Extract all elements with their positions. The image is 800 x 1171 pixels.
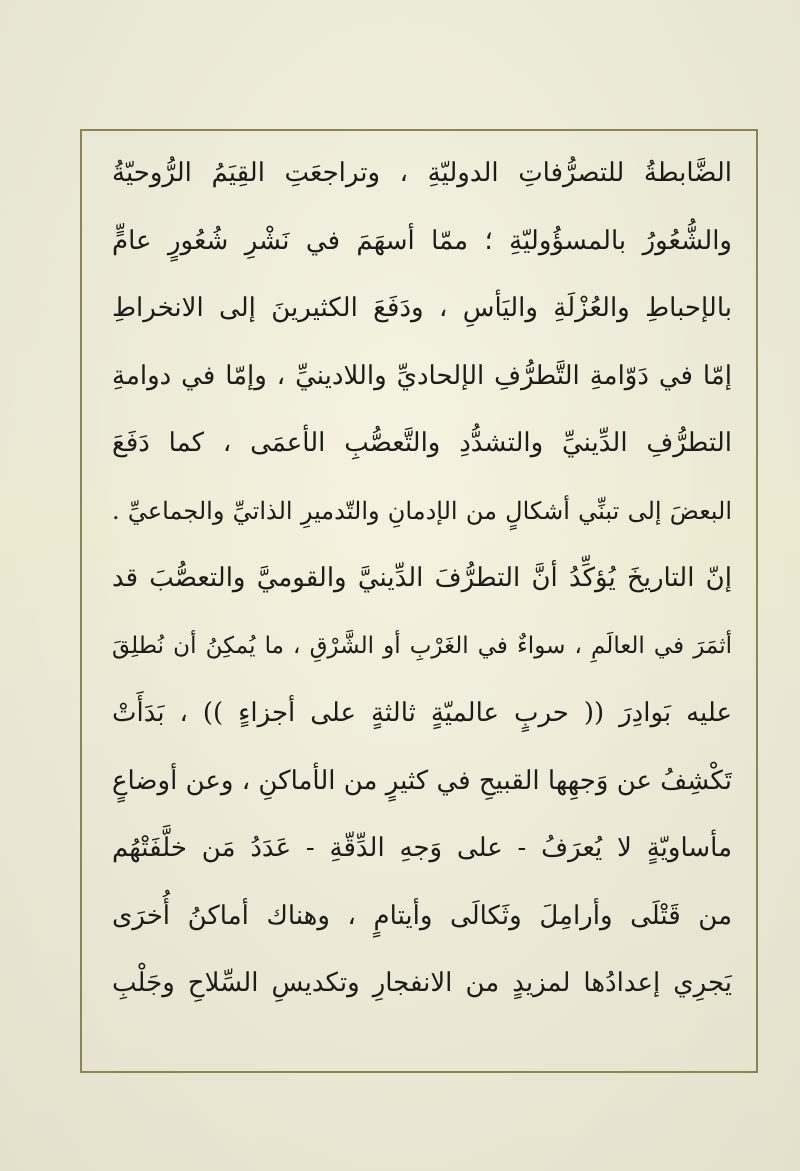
text-line: مأساويّةٍ لا يُعرَفُ - على وَجهِ الدِّقّةِ - عَدَدُ مَن خلَّفَتْهُم: [112, 833, 732, 863]
text-line: الضَّابطةُ للتصرُّفاتِ الدوليّةِ ، وتراجعَتِ القِيَمُ الرُّوحيّةُ: [112, 158, 732, 188]
text-line: البعضَ إلى تبنِّي أشكالٍ من الإدمانِ والتّدميرِ الذاتيِّ والجماعيِّ .: [112, 496, 732, 525]
text-line: التطرُّفِ الدِّينيِّ والتشدُّدِ والتَّعصُّبِ الأعمَى ، كما دَفَعَ: [112, 428, 732, 458]
text-line: إنّ التاريخَ يُؤكِّدُ أنَّ التطرُّفَ الدِّينيَّ والقوميَّ والتعصُّبَ قد: [112, 563, 732, 593]
text-line: بالإحباطِ والعُزْلَةِ واليَأسِ ، ودَفَعَ الكثيرينَ إلى الانخراطِ: [112, 293, 732, 323]
text-line: من قَتْلَى وأرامِلَ وثَكالَى وأيتامٍ ، وهناك أماكنُ أُخرَى: [112, 900, 732, 931]
text-line: يَجرِي إعدادُها لمزيدٍ من الانفجارِ وتكديسِ السِّلاحِ وجَلْبِ: [112, 968, 732, 998]
text-line: إمّا في دَوّامةِ التَّطرُّفِ الإلحاديِّ واللادينيِّ ، وإمّا في دوامةِ: [112, 360, 732, 391]
manuscript-text-block: [112, 140, 732, 1060]
text-line: تَكْشِفُ عن وَجهِها القبيحِ في كثيرٍ من الأماكنِ ، وعن أوضاعٍ: [112, 765, 732, 796]
text-line: عليه بَوادِرَ (( حربٍ عالميّةٍ ثالثةٍ على أجزاءٍ )) ، بَدَأَتْ: [112, 698, 732, 728]
text-line: أثمَرَ في العالَمِ ، سواءٌ في الغَرْبِ أو الشَّرْقِ ، ما يُمكِنُ أن نُطلِقَ: [112, 632, 732, 659]
text-line: والشُّعُورُ بالمسؤُوليّةِ ؛ ممّا أسهَمَ في نَشْرِ شُعُورٍ عامٍّ: [112, 225, 732, 256]
